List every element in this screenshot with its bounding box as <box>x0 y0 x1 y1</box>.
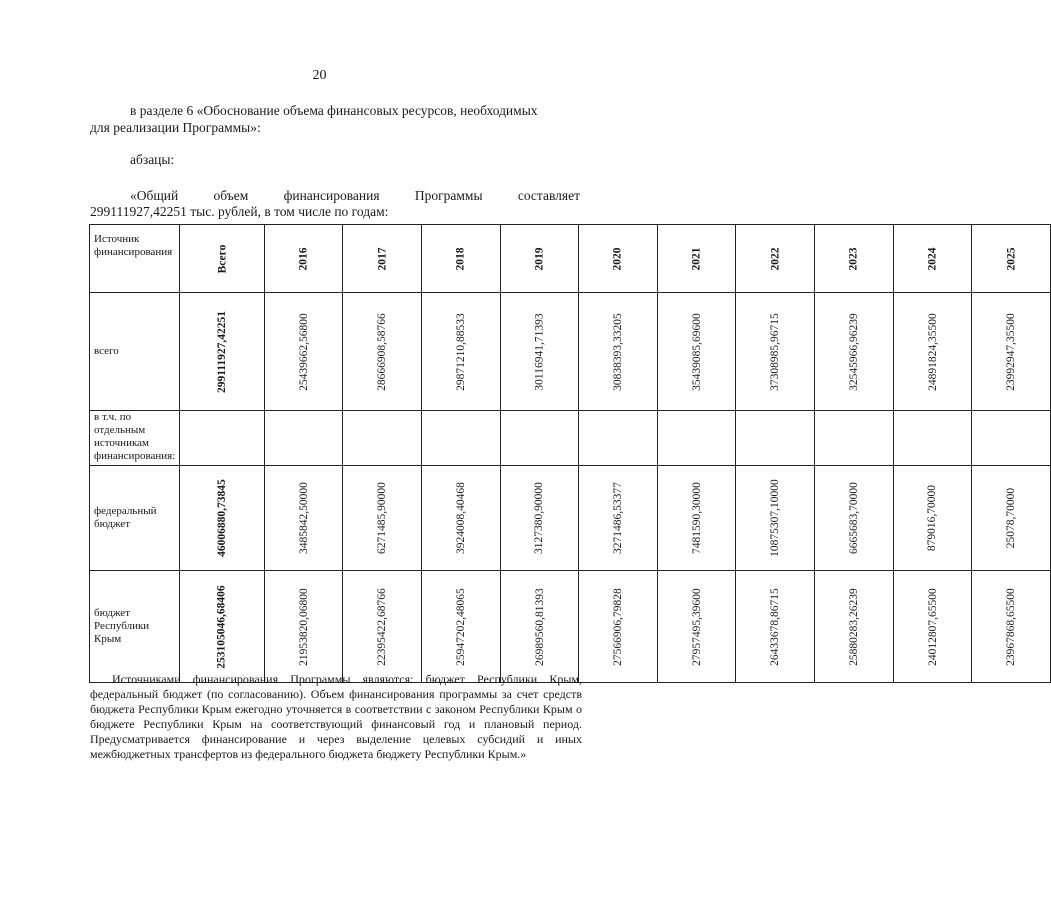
table-cell <box>421 411 500 466</box>
table-cell: 37308985,96715 <box>736 293 815 411</box>
row-label: бюджет Республики Крым <box>90 571 180 683</box>
table-cell: 46006880,73845 <box>180 466 264 571</box>
table-cell <box>657 411 736 466</box>
financing-table <box>89 224 1051 683</box>
row-label: федеральный бюджет <box>90 466 180 571</box>
column-header: 2022 <box>736 225 815 293</box>
column-header: 2021 <box>657 225 736 293</box>
page-number: 20 <box>312 68 327 83</box>
column-header: 2020 <box>579 225 658 293</box>
table-cell: 23967868,65500 <box>972 571 1051 683</box>
table-cell: 24891824,35500 <box>893 293 972 411</box>
table-cell: 3127380,90000 <box>500 466 579 571</box>
quote-line-1 <box>90 188 580 204</box>
table-cell: 25880283,26239 <box>815 571 894 683</box>
table-cell: 24012807,65500 <box>893 571 972 683</box>
table-cell: 21953820,06800 <box>264 571 343 683</box>
table-cell <box>180 411 264 466</box>
table-cell: 6665683,70000 <box>815 466 894 571</box>
table-cell <box>500 411 579 466</box>
table-cell <box>815 411 894 466</box>
table-cell: 3271486,53377 <box>579 466 658 571</box>
table-cell: 3485842,50000 <box>264 466 343 571</box>
table-cell: 22395422,68766 <box>343 571 422 683</box>
row-label: в т.ч. по отдельным источникам финансирования: <box>90 411 180 466</box>
column-header: 2024 <box>893 225 972 293</box>
intro-line-1: в разделе 6 «Обоснование объема финансовых ресурсов, необходимых <box>130 103 538 118</box>
table-cell: 27957495,39600 <box>657 571 736 683</box>
table-cell <box>972 411 1051 466</box>
quote-word: объем <box>213 188 249 203</box>
section-intro <box>90 102 580 136</box>
table-cell: 10875307,10000 <box>736 466 815 571</box>
quote-line-2: 299111927,42251 тыс. рублей, в том числе по годам: <box>90 204 389 219</box>
table-cell: 25947202,48065 <box>421 571 500 683</box>
table-cell: 30116941,71393 <box>500 293 579 411</box>
table-cell: 28666908,58766 <box>343 293 422 411</box>
row-label: всего <box>90 293 180 411</box>
quote-word: Программы <box>414 188 483 203</box>
table-cell <box>264 411 343 466</box>
table-cell: 3924008,40468 <box>421 466 500 571</box>
intro-line-2: для реализации Программы»: <box>90 120 261 135</box>
table-cell: 35439085,69600 <box>657 293 736 411</box>
table-cell: 30838393,33205 <box>579 293 658 411</box>
table-cell <box>579 411 658 466</box>
column-header: 2018 <box>421 225 500 293</box>
column-header: 2016 <box>264 225 343 293</box>
table-cell <box>343 411 422 466</box>
source-header: Источник финансирования <box>90 225 180 293</box>
table-cell: 6271485,90000 <box>343 466 422 571</box>
table-cell <box>736 411 815 466</box>
column-header: 2019 <box>500 225 579 293</box>
closing-text: Источниками финансирования Программы являются: бюджет Республики Крым, федеральный бюджет (по согласованию). Объем финансирования программы за счет средств бюджета Республики Крым ежегодно уточняется в соответствии с законом Республики Крым о бюджете Республики Крым на соответствующий финансовый год и плановый период. Предусматривается финансирование и через выделение целевых субсидий и иных межбюджетных трансфертов из федерального бюджета бюджету Республики Крым.» <box>90 672 582 761</box>
table-cell: 23992947,35500 <box>972 293 1051 411</box>
table-cell: 299111927,42251 <box>180 293 264 411</box>
table-cell: 879016,70000 <box>893 466 972 571</box>
table-cell: 253105046,68406 <box>180 571 264 683</box>
table-cell: 26433678,86715 <box>736 571 815 683</box>
column-header: 2025 <box>972 225 1051 293</box>
table-row <box>90 411 1051 466</box>
table-header-row <box>90 225 1051 293</box>
table-cell: 7481590,30000 <box>657 466 736 571</box>
closing-paragraph <box>90 672 582 762</box>
paragraphs-label: абзацы: <box>130 152 175 167</box>
quote-word: составляет <box>517 188 580 203</box>
table-cell: 26989560,81393 <box>500 571 579 683</box>
column-header: 2017 <box>343 225 422 293</box>
table-cell: 29871210,88533 <box>421 293 500 411</box>
table-row <box>90 571 1051 683</box>
table-cell: 27566906,79828 <box>579 571 658 683</box>
column-header: 2023 <box>815 225 894 293</box>
table-cell: 25439662,56800 <box>264 293 343 411</box>
table-cell: 32545966,96239 <box>815 293 894 411</box>
table-row <box>90 293 1051 411</box>
column-header: Всего <box>180 225 264 293</box>
table-cell: 25078,70000 <box>972 466 1051 571</box>
funding-quote <box>90 188 580 220</box>
table-row <box>90 466 1051 571</box>
quote-word: «Общий <box>130 188 179 203</box>
quote-word: финансирования <box>283 188 380 203</box>
table-cell <box>893 411 972 466</box>
